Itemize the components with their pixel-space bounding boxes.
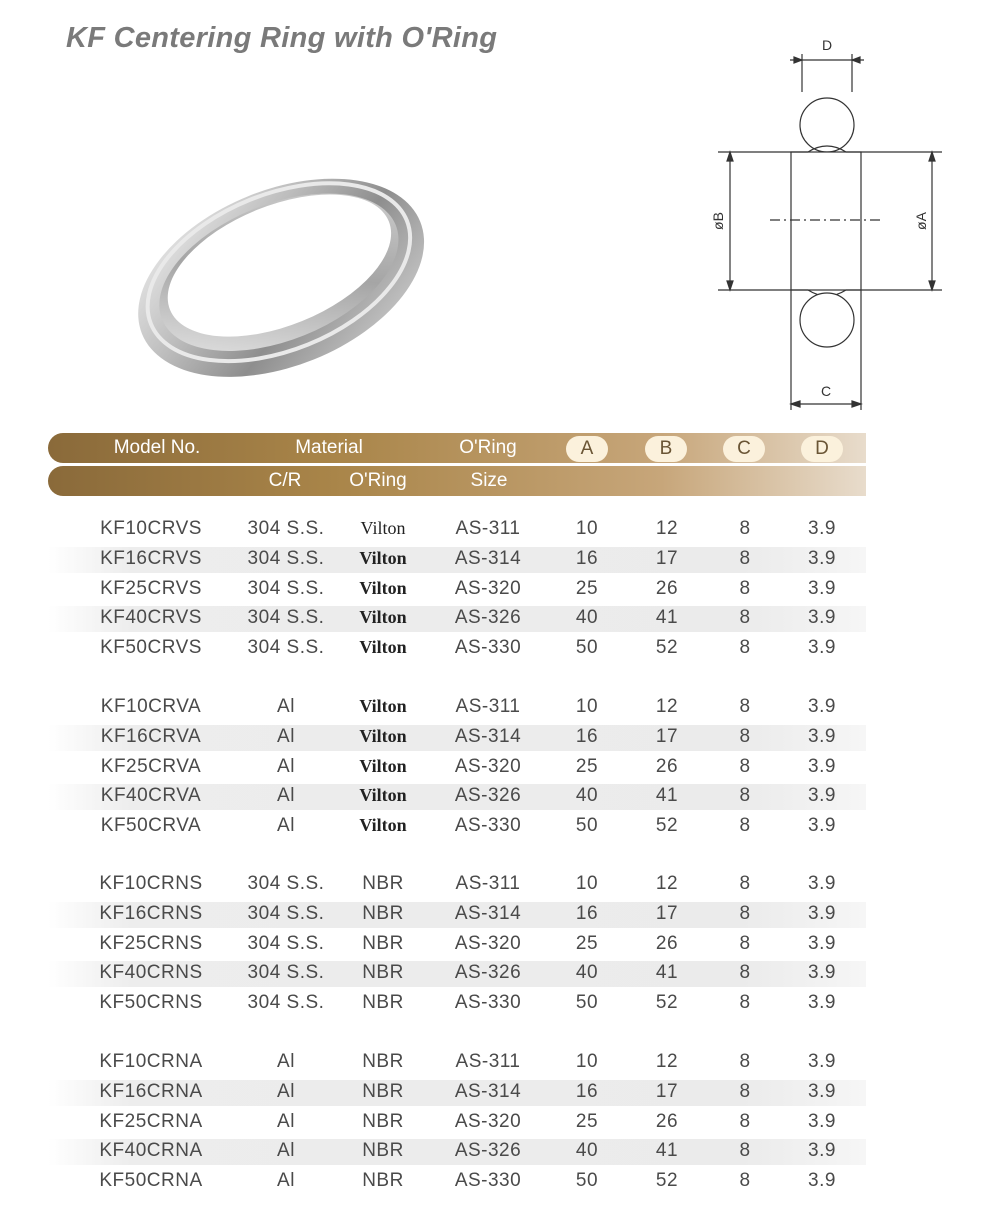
cell-model: KF50CRVS <box>100 637 202 659</box>
cell-d: 3.9 <box>808 815 836 837</box>
cell-c: 8 <box>739 785 751 807</box>
header-cr: C/R <box>268 470 302 491</box>
cell-d: 3.9 <box>808 1051 836 1072</box>
cell-a: 10 <box>575 696 599 717</box>
cell-a: 16 <box>575 902 599 924</box>
cell-model: KF10CRNA <box>99 1051 203 1072</box>
cell-c: 8 <box>739 637 751 659</box>
cell-d: 3.9 <box>808 873 836 894</box>
cell-oring-size: AS-330 <box>454 815 522 837</box>
cell-oring-size: AS-311 <box>455 873 521 894</box>
cell-d: 3.9 <box>808 547 836 569</box>
cell-b: 12 <box>655 1051 679 1072</box>
cell-d: 3.9 <box>808 607 836 629</box>
cell-b: 26 <box>655 932 679 954</box>
cell-oring-size: AS-314 <box>454 547 522 569</box>
cell-model: KF40CRNA <box>99 1140 203 1162</box>
cell-oring: Vilton <box>359 696 407 716</box>
cell-oring-size: AS-320 <box>454 755 522 777</box>
cell-a: 40 <box>575 785 599 807</box>
cell-model: KF16CRNS <box>99 902 203 924</box>
cell-oring: NBR <box>362 1080 404 1102</box>
cell-b: 41 <box>655 1140 679 1162</box>
cell-model: KF50CRNS <box>99 992 203 1014</box>
cell-d: 3.9 <box>808 637 836 659</box>
cell-a: 16 <box>575 1080 599 1102</box>
cell-oring: Vilton <box>359 755 407 776</box>
cell-material-cr: 304 S.S. <box>247 873 325 894</box>
cell-b: 52 <box>655 637 679 659</box>
cell-material-cr: 304 S.S. <box>247 577 325 599</box>
cell-b: 17 <box>655 1080 679 1102</box>
cell-oring-size: AS-311 <box>455 518 521 539</box>
dimension-drawing <box>690 30 960 420</box>
cell-c: 8 <box>739 932 751 954</box>
cell-b: 52 <box>655 992 679 1014</box>
cell-oring-size: AS-326 <box>454 962 522 984</box>
cell-d: 3.9 <box>808 1110 836 1132</box>
cell-material-cr: 304 S.S. <box>247 902 325 924</box>
cell-oring: Vilton <box>359 785 407 806</box>
cell-c: 8 <box>739 962 751 984</box>
cell-c: 8 <box>739 1140 751 1162</box>
cell-oring-size: AS-330 <box>454 637 522 659</box>
cell-model: KF40CRVA <box>100 785 202 807</box>
cell-b: 41 <box>655 962 679 984</box>
cell-b: 26 <box>655 577 679 599</box>
dimension-label-a: øA <box>913 212 929 230</box>
cell-oring-size: AS-326 <box>454 785 522 807</box>
cell-material-cr: Al <box>277 785 295 807</box>
cell-b: 41 <box>655 785 679 807</box>
cell-a: 40 <box>575 962 599 984</box>
cell-c: 8 <box>739 1170 751 1192</box>
cell-a: 25 <box>575 932 599 954</box>
cell-b: 17 <box>655 547 679 569</box>
cell-a: 50 <box>575 992 599 1014</box>
cell-a: 10 <box>575 518 599 539</box>
cell-material-cr: Al <box>277 1051 295 1072</box>
cell-oring: Vilton <box>359 637 407 658</box>
cell-model: KF25CRNA <box>99 1110 203 1132</box>
table-subheader-band <box>48 466 866 496</box>
cell-material-cr: 304 S.S. <box>247 932 325 954</box>
cell-oring-size: AS-320 <box>454 932 522 954</box>
cell-material-cr: Al <box>277 1170 295 1192</box>
cell-a: 10 <box>575 873 599 894</box>
cell-c: 8 <box>739 547 751 569</box>
cell-oring-size: AS-311 <box>455 696 521 717</box>
cell-material-cr: Al <box>277 755 295 777</box>
cell-c: 8 <box>739 1110 751 1132</box>
cell-oring: NBR <box>362 992 404 1014</box>
cell-d: 3.9 <box>808 932 836 954</box>
cell-oring-size: AS-314 <box>454 902 522 924</box>
cell-a: 25 <box>575 577 599 599</box>
cell-oring: NBR <box>362 873 404 894</box>
cell-oring-size: AS-311 <box>455 1051 521 1072</box>
cell-b: 12 <box>655 873 679 894</box>
cell-oring: Vilton <box>359 547 407 568</box>
cell-material-cr: Al <box>277 1080 295 1102</box>
cell-oring: NBR <box>362 962 404 984</box>
cell-material-cr: Al <box>277 1110 295 1132</box>
cell-material-cr: Al <box>277 725 295 747</box>
cell-model: KF25CRVS <box>100 577 202 599</box>
cell-material-cr: 304 S.S. <box>247 547 325 569</box>
cell-a: 50 <box>575 637 599 659</box>
cell-material-cr: Al <box>277 696 295 717</box>
cell-b: 52 <box>655 815 679 837</box>
cell-material-cr: 304 S.S. <box>247 962 325 984</box>
cell-d: 3.9 <box>808 755 836 777</box>
cell-oring: NBR <box>362 1170 404 1192</box>
cell-d: 3.9 <box>808 696 836 717</box>
cell-model: KF10CRVS <box>100 518 202 539</box>
cell-material-cr: Al <box>277 815 295 837</box>
cell-oring-size: AS-314 <box>454 1080 522 1102</box>
cell-material-cr: 304 S.S. <box>247 518 325 539</box>
cell-a: 25 <box>575 755 599 777</box>
cell-oring: Vilton <box>359 815 407 836</box>
cell-oring: Vilton <box>360 518 406 538</box>
cell-d: 3.9 <box>808 1170 836 1192</box>
cell-b: 12 <box>655 696 679 717</box>
cell-d: 3.9 <box>808 902 836 924</box>
cell-a: 40 <box>575 1140 599 1162</box>
cell-c: 8 <box>739 873 751 894</box>
cell-oring-size: AS-320 <box>454 1110 522 1132</box>
cell-oring: NBR <box>362 902 404 924</box>
cell-a: 10 <box>575 1051 599 1072</box>
header-d: D <box>801 436 843 462</box>
cell-oring: Vilton <box>359 725 407 746</box>
header-oring-sub: O'Ring <box>349 470 407 491</box>
dimension-label-b: øB <box>710 212 726 230</box>
cell-oring-size: AS-320 <box>454 577 522 599</box>
cell-c: 8 <box>739 577 751 599</box>
header-c: C <box>723 436 765 462</box>
cell-b: 17 <box>655 902 679 924</box>
cell-d: 3.9 <box>808 962 836 984</box>
cell-b: 17 <box>655 725 679 747</box>
cell-c: 8 <box>739 902 751 924</box>
cell-b: 26 <box>655 1110 679 1132</box>
cell-d: 3.9 <box>808 725 836 747</box>
cell-a: 50 <box>575 1170 599 1192</box>
centering-ring-photo <box>120 160 440 390</box>
dimension-label-d: D <box>821 37 833 53</box>
cell-b: 41 <box>655 607 679 629</box>
page-title: KF Centering Ring with O'Ring <box>66 22 498 54</box>
cell-d: 3.9 <box>808 577 836 599</box>
cell-c: 8 <box>739 1051 751 1072</box>
cell-a: 16 <box>575 547 599 569</box>
header-material: Material <box>295 437 363 458</box>
cell-material-cr: 304 S.S. <box>247 607 325 629</box>
cell-a: 40 <box>575 607 599 629</box>
cell-c: 8 <box>739 607 751 629</box>
cell-d: 3.9 <box>808 992 836 1014</box>
cell-material-cr: 304 S.S. <box>247 992 325 1014</box>
cell-model: KF16CRVS <box>100 547 202 569</box>
cell-c: 8 <box>739 992 751 1014</box>
cell-b: 26 <box>655 755 679 777</box>
cell-model: KF25CRNS <box>99 932 203 954</box>
cell-oring: NBR <box>362 932 404 954</box>
cell-c: 8 <box>739 696 751 717</box>
cell-oring-size: AS-330 <box>454 1170 522 1192</box>
cell-c: 8 <box>739 518 751 539</box>
cell-material-cr: Al <box>277 1140 295 1162</box>
cell-model: KF16CRNA <box>99 1080 203 1102</box>
cell-model: KF10CRNS <box>99 873 203 894</box>
cell-c: 8 <box>739 725 751 747</box>
cell-c: 8 <box>739 755 751 777</box>
cell-model: KF16CRVA <box>100 725 202 747</box>
cell-model: KF50CRNA <box>99 1170 203 1192</box>
cell-model: KF10CRVA <box>100 696 202 717</box>
cell-oring-size: AS-314 <box>454 725 522 747</box>
cell-oring-size: AS-326 <box>454 1140 522 1162</box>
cell-oring: Vilton <box>359 577 407 598</box>
cell-model: KF25CRVA <box>100 755 202 777</box>
cell-material-cr: 304 S.S. <box>247 637 325 659</box>
cell-d: 3.9 <box>808 518 836 539</box>
cell-a: 25 <box>575 1110 599 1132</box>
dimension-label-c: C <box>820 383 832 399</box>
cell-d: 3.9 <box>808 785 836 807</box>
cell-d: 3.9 <box>808 1080 836 1102</box>
header-oring: O'Ring <box>459 437 517 458</box>
cell-oring: Vilton <box>359 607 407 628</box>
cell-a: 16 <box>575 725 599 747</box>
cell-model: KF40CRVS <box>100 607 202 629</box>
cell-oring: NBR <box>362 1110 404 1132</box>
header-size: Size <box>470 470 508 491</box>
cell-c: 8 <box>739 1080 751 1102</box>
header-model: Model No. <box>113 437 201 458</box>
cell-oring-size: AS-330 <box>454 992 522 1014</box>
cell-model: KF50CRVA <box>100 815 202 837</box>
header-b: B <box>645 436 687 462</box>
cell-c: 8 <box>739 815 751 837</box>
cell-oring: NBR <box>362 1140 404 1162</box>
cell-a: 50 <box>575 815 599 837</box>
header-a: A <box>566 436 608 462</box>
cell-b: 52 <box>655 1170 679 1192</box>
cell-oring: NBR <box>362 1051 404 1072</box>
cell-oring-size: AS-326 <box>454 607 522 629</box>
cell-b: 12 <box>655 518 679 539</box>
cell-model: KF40CRNS <box>99 962 203 984</box>
cell-d: 3.9 <box>808 1140 836 1162</box>
